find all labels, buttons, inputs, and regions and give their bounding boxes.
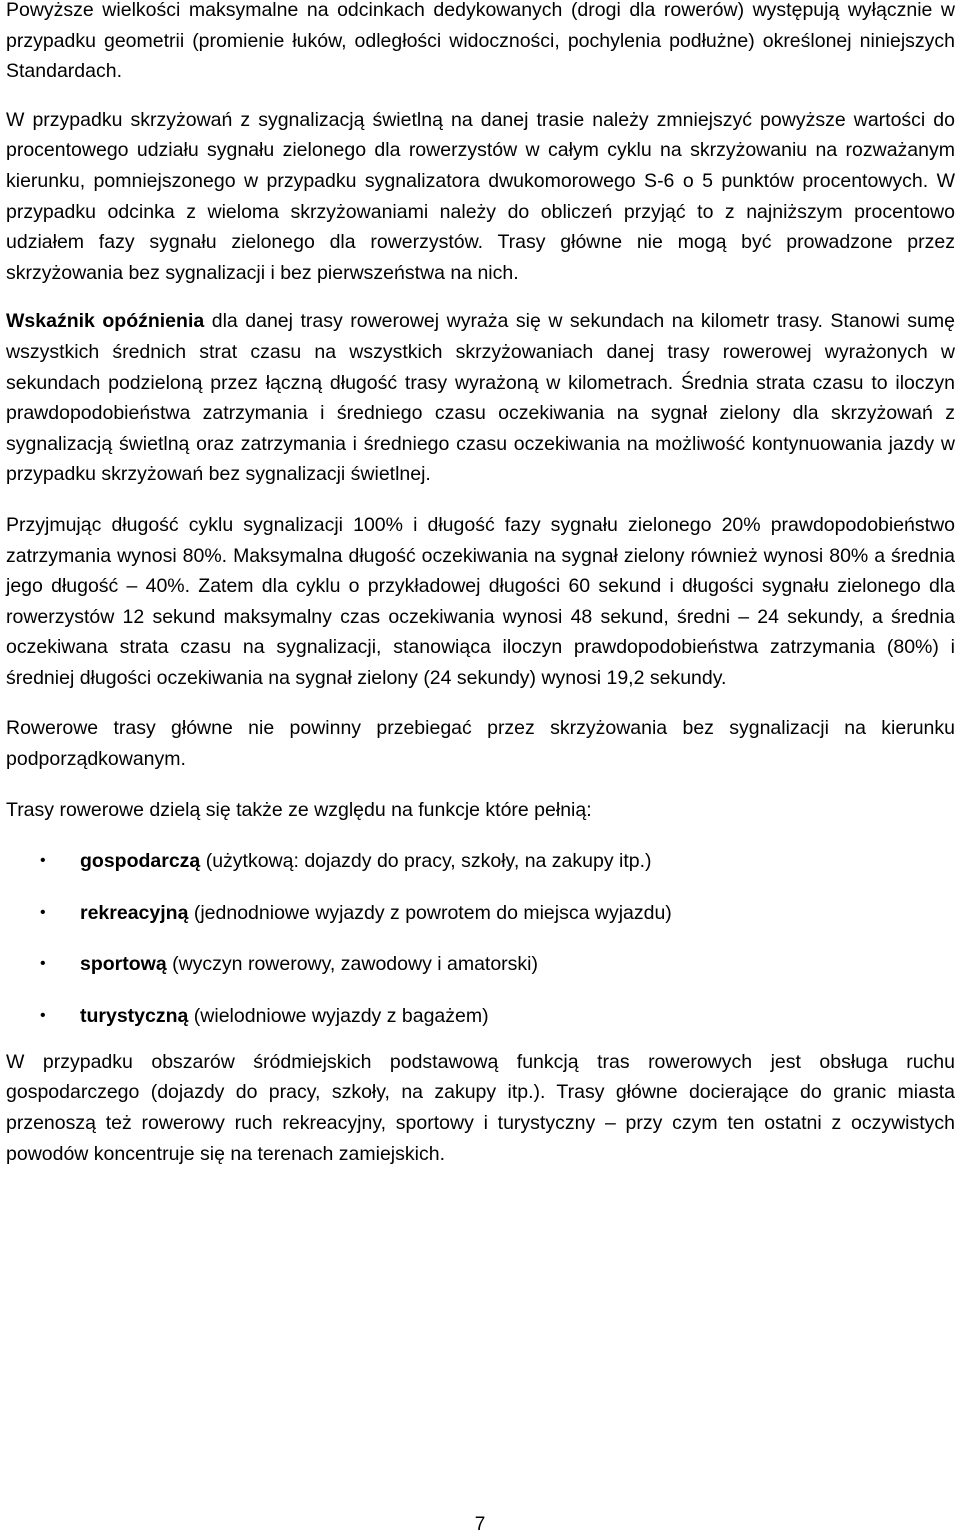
- document-page: [6, 0, 955, 1169]
- delay-indicator-term: Wskaźnik opóźnienia: [6, 310, 205, 333]
- list-item: [6, 949, 955, 1001]
- bullet-icon: •: [40, 1006, 46, 1024]
- paragraph-urban-areas: W przypadku obszarów śródmiejskich podstawową funkcją tras rowerowych jest obsługa ruchu gospodarczego (dojazdy do pracy, szkoły, na zakupy itp.). Trasy główne docierające do granic miasta przenoszą też rowerowy ruch rekreacyjny, sportowy i turystyczny – przy czym ten ostatni z oczywistych powodów koncentruje się na terenach zamiejskich.: [6, 1050, 955, 1165]
- page-number: 7: [474, 1514, 486, 1535]
- bullet-icon: •: [40, 903, 46, 921]
- paragraph-functions-intro: Trasy rowerowe dzielą się także ze względu na funkcje które pełnią:: [6, 798, 592, 821]
- function-description: (wyczyn rowerowy, zawodowy i amatorski): [166, 953, 538, 976]
- bullet-icon: •: [40, 955, 46, 973]
- paragraph-example-calculation: Przyjmując długość cyklu sygnalizacji 100% i długość fazy sygnału zielonego 20% prawdopodobieństwo zatrzymania wynosi 80%. Maksymalna długość oczekiwania na sygnał zielony również wynosi 80% a średnia jego długość – 40%. Zatem dla cyklu o przykładowej długości 60 sekund i długości sygnału zielonego dla rowerzystów 12 sekund maksymalny czas oczekiwania wynosi 48 sekund, średni – 24 sekundy, a średnia oczekiwana strata czasu na sygnalizacji, stanowiąca iloczyn prawdopodobieństwa zatrzymania (80%) i średniej długości oczekiwania na sygnał zielony (24 sekundy) wynosi 19,2 sekundy.: [6, 513, 955, 689]
- function-term: rekreacyjną: [80, 901, 189, 924]
- list-item: [6, 898, 955, 950]
- bullet-icon: •: [40, 852, 46, 870]
- list-item: [6, 1001, 955, 1041]
- function-description: (użytkową: dojazdy do pracy, szkoły, na zakupy itp.): [200, 850, 652, 873]
- paragraph-signalized-intersections: W przypadku skrzyżowań z sygnalizacją świetlną na danej trasie należy zmniejszyć powyższe wartości do procentowego udziału sygnału zielonego dla rowerzystów w całym cyklu na skrzyżowaniu na rozważanym kierunku, pomniejszonego w przypadku sygnalizatora dwukomorowego S-6 o 5 punktów procentowych. W przypadku odcinka z wieloma skrzyżowaniami należy do obliczeń przyjąć to z najniższym procentowo udziałem fazy sygnału zielonego dla rowerzystów. Trasy główne nie mogą być prowadzone przez skrzyżowania bez sygnalizacji i bez pierwszeństwa na nich.: [6, 108, 955, 284]
- paragraph-main-routes-rule: Rowerowe trasy główne nie powinny przebiegać przez skrzyżowania bez sygnalizacji na kierunku podporządkowanym.: [6, 717, 955, 771]
- list-item: [6, 846, 955, 898]
- function-term: sportową: [80, 953, 167, 976]
- function-description: (jednodniowe wyjazdy z powrotem do miejsca wyjazdu): [188, 901, 672, 924]
- function-term: turystyczną: [80, 1004, 189, 1027]
- function-term: gospodarczą: [80, 850, 201, 873]
- paragraph-geometry-note: Powyższe wielkości maksymalne na odcinkach dedykowanych (drogi dla rowerów) występują wyłącznie w przypadku geometrii (promienie łuków, odległości widoczności, pochylenia podłużne) określonej niniejszych Standardach.: [6, 0, 955, 83]
- delay-indicator-text: dla danej trasy rowerowej wyraża się w sekundach na kilometr trasy. Stanowi sumę wszystkich średnich strat czasu na wszystkich skrzyżowaniach danej trasy rowerowej wyrażonych w sekundach podzieloną przez łączną długość trasy wyrażoną w kilometrach. Średnia strata czasu to iloczyn prawdopodobieństwa zatrzymania i średniego czasu oczekiwania na sygnał zielony dla skrzyżowań z sygnalizacją świetlną oraz zatrzymania i średniego czasu oczekiwania na możliwość kontynuowania jazdy w przypadku skrzyżowań bez sygnalizacji świetlnej.: [6, 310, 955, 486]
- paragraph-delay-indicator: [6, 306, 955, 490]
- functions-list: [6, 846, 955, 1041]
- function-description: (wielodniowe wyjazdy z bagażem): [188, 1004, 489, 1027]
